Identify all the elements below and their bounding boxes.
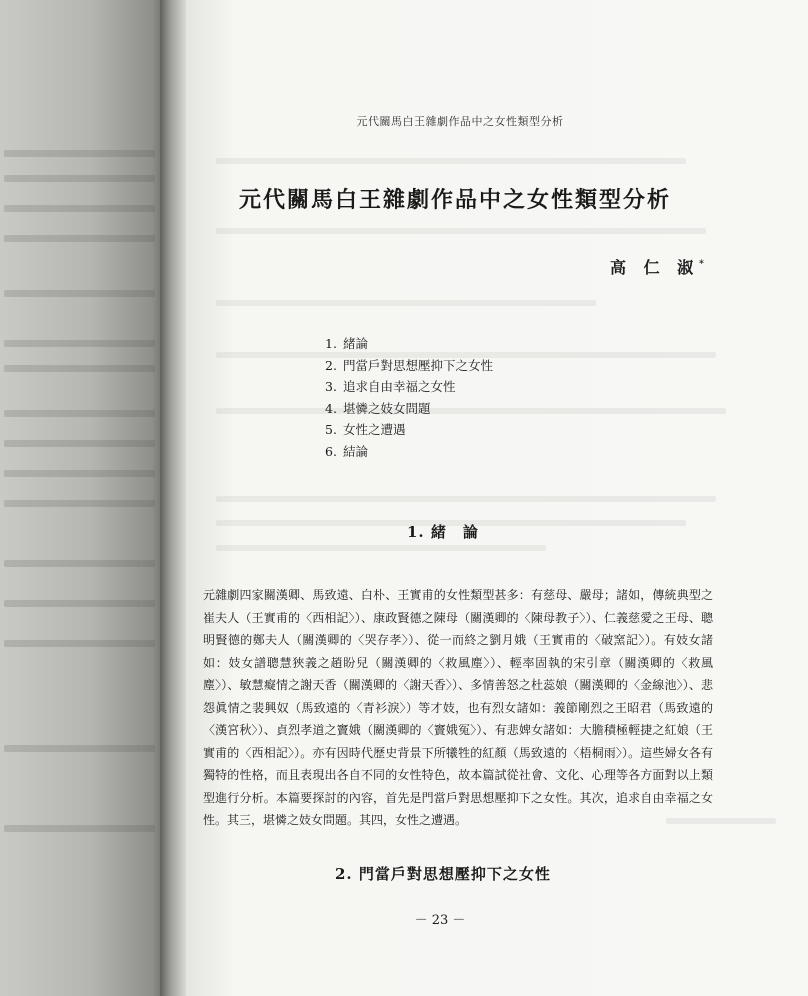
bleed-text [4, 235, 155, 242]
page-number: － 23 － [414, 913, 466, 928]
bleed-text [4, 640, 155, 647]
bleed-text [4, 560, 155, 567]
toc-item-number: 1. [325, 336, 337, 351]
section-heading-2: 2. 門當戶對思想壓抑下之女性 [335, 865, 551, 883]
toc-item [325, 376, 493, 398]
bleed-text [4, 825, 155, 832]
introduction-paragraph: 元雜劇四家關漢卿、馬致遠、白朴、王實甫的女性類型甚多：有慈母、嚴母；諸如，傳統典型之崔夫人（王實甫的〈西相記〉）、康政賢德之陳母（關漢卿的〈陳母教子〉）、仁義慈愛之王母、聰明賢德的鄭夫人（關漢卿的〈哭存孝〉）、從一而終之劉月娥（王實甫的〈破窯記〉）。有妓女諸如：妓女譜聰慧狹義之趙盼兒（關漢卿的〈救風塵〉）、輕率固執的宋引章（關漢卿的〈救風塵〉）、敏慧癡情之謝天香（關漢卿的〈謝天香〉）、多情善怒之杜蕊娘（關漢卿的〈金線池〉）、悲怨眞情之裴興奴（馬致遠的〈青衫淚〉）等才妓，也有烈女諸如：義節剛烈之王昭君（馬致遠的〈漢宮秋〉）、貞烈孝道之竇娥（關漢卿的〈竇娥冤〉）、有悲婢女諸如：大膽積極輕捷之紅娘（王實甫的〈西相記〉）。亦有因時代歷史背景下所犧牲的紅顏（馬致遠的〈梧桐雨〉）。這些婦女各有獨特的性格，而且表現出各自不同的女性特色，故本篇試從社會、文化、心理等各方面對以上類型進行分析。本篇要探討的內容，首先是門當戶對思想壓抑下之女性。其次，追求自由幸福之女性。其三，堪憐之妓女問題。其四，女性之遭遇。 [203, 588, 713, 827]
show-through [216, 158, 686, 164]
toc-item-label: 追求自由幸福之女性 [342, 379, 456, 394]
bleed-text [4, 340, 155, 347]
show-through [216, 228, 706, 234]
toc-item-number: 6. [325, 443, 337, 459]
toc-item [325, 333, 493, 355]
bleed-text [4, 365, 155, 372]
show-through [216, 496, 716, 502]
toc-item-label: 門當戶對思想壓抑下之女性 [342, 357, 493, 373]
toc-item-label: 女性之遭遇 [342, 422, 406, 437]
bleed-text [4, 600, 155, 607]
author-footnote-mark: * [699, 259, 704, 270]
bleed-text [4, 205, 155, 212]
toc-item-number: 3. [325, 379, 337, 394]
bleed-text [4, 745, 155, 752]
section-heading-introduction: 1. 緒 論 [407, 523, 479, 541]
right-page [186, 0, 808, 996]
toc-item-label: 結論 [342, 443, 368, 459]
bleed-text [4, 175, 155, 182]
toc-item [325, 441, 493, 463]
toc-item-number: 5. [325, 422, 337, 437]
bleed-text [4, 410, 155, 417]
author-name-text: 高 仁 淑 [610, 258, 700, 277]
bleed-text [4, 470, 155, 477]
left-page-shadow [0, 0, 165, 996]
bleed-text [4, 290, 155, 297]
toc-item-label: 緒論 [342, 336, 368, 351]
book-gutter [160, 0, 186, 996]
author-name [610, 255, 704, 278]
running-header: 元代關馬白王雜劇作品中之女性類型分析 [356, 115, 564, 128]
article-title: 元代關馬白王雜劇作品中之女性類型分析 [238, 187, 671, 213]
toc-item [325, 355, 493, 377]
table-of-contents [325, 333, 493, 462]
bleed-text [4, 440, 155, 447]
bleed-text [4, 150, 155, 157]
show-through [216, 545, 546, 551]
toc-item-number: 2. [325, 357, 337, 373]
toc-item-number: 4. [325, 400, 337, 416]
show-through [216, 300, 596, 306]
toc-item-label: 堪憐之妓女問題 [342, 400, 431, 416]
toc-item [325, 398, 493, 420]
toc-item [325, 419, 493, 441]
bleed-text [4, 500, 155, 507]
